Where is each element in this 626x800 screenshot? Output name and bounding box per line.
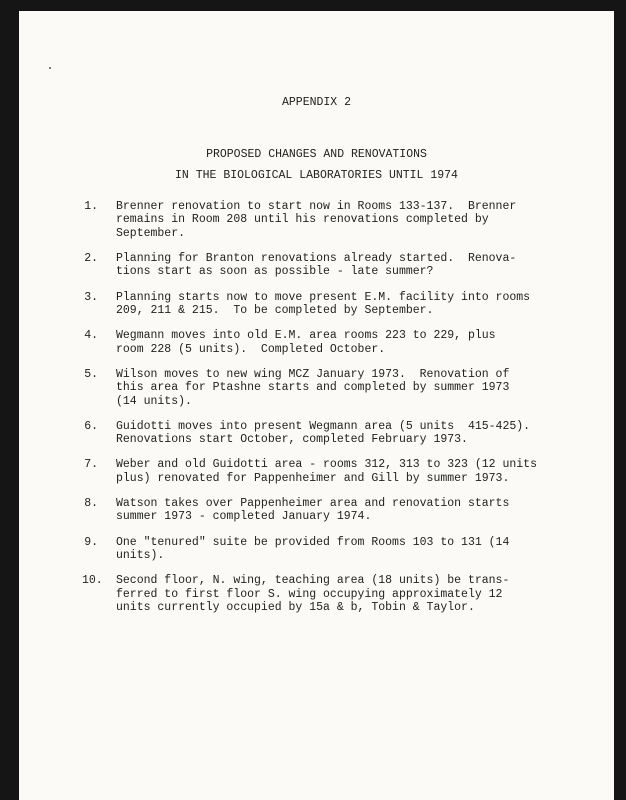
renovation-list [82, 200, 552, 626]
item-text-line: units currently occupied by 15a & b, Tobin & Taylor. [116, 601, 475, 615]
item-text-line: Wegmann moves into old E.M. area rooms 223 to 229, plus [116, 329, 496, 343]
item-text-line: remains in Room 208 until his renovations completed by [116, 213, 489, 227]
item-text-line: September. [116, 226, 186, 240]
item-text-line: Renovations start October, completed February 1973. [116, 433, 468, 447]
item-text-line: room 228 (5 units). Completed October. [116, 342, 386, 356]
list-item [82, 252, 552, 279]
item-text-line: units). [116, 549, 165, 563]
item-number: 3. [84, 290, 98, 304]
item-text-line: this area for Ptashne starts and completed by summer 1973 [116, 381, 510, 395]
list-item [82, 420, 552, 447]
item-text-line: Wilson moves to new wing MCZ January 1973. Renovation of [116, 367, 510, 381]
item-text-line: Planning for Branton renovations already started. Renova- [116, 252, 517, 266]
list-item [82, 458, 552, 485]
item-text-line: Guidotti moves into present Wegmann area (5 units 415-425). [116, 419, 531, 433]
list-item [82, 497, 552, 524]
item-number: 1. [84, 200, 98, 213]
item-text-line: Weber and old Guidotti area - rooms 312, 313 to 323 (12 units [116, 458, 537, 472]
title-line-1: PROPOSED CHANGES AND RENOVATIONS [206, 148, 427, 161]
item-text [116, 252, 516, 279]
list-item [82, 291, 552, 318]
item-number: 2. [84, 252, 98, 266]
item-text [116, 574, 509, 614]
list-item [82, 200, 552, 240]
item-text [116, 368, 509, 408]
item-text [116, 420, 530, 447]
item-text [116, 458, 537, 485]
item-text [116, 291, 530, 318]
item-number: 9. [84, 535, 98, 549]
item-text-line: (14 units). [116, 394, 192, 408]
item-text [116, 200, 516, 240]
item-number: 4. [84, 329, 98, 343]
item-text-line: Brenner renovation to start now in Rooms 133-137. Brenner [116, 200, 517, 213]
document-title [19, 144, 614, 186]
item-number: 7. [84, 458, 98, 472]
item-text-line: summer 1973 - completed January 1974. [116, 510, 372, 524]
item-text-line: 209, 211 & 215. To be completed by September. [116, 304, 434, 318]
list-item [82, 329, 552, 356]
item-text [116, 329, 496, 356]
appendix-heading: APPENDIX 2 [281, 96, 351, 109]
item-text-line: Planning starts now to move present E.M. facility into rooms [116, 290, 531, 304]
item-number: 8. [84, 497, 98, 511]
item-text-line: Second floor, N. wing, teaching area (18 units) be trans- [116, 574, 510, 588]
item-number: 5. [84, 367, 98, 381]
title-line-2: IN THE BIOLOGICAL LABORATORIES UNTIL 1974 [175, 169, 458, 182]
item-number: 10. [82, 574, 103, 588]
item-text [116, 497, 509, 524]
document-page [19, 11, 614, 800]
item-text-line: plus) renovated for Pappenheimer and Gill by summer 1973. [116, 471, 510, 485]
item-text-line: ferred to first floor S. wing occupying approximately 12 [116, 587, 503, 601]
item-text [116, 536, 509, 563]
item-number: 6. [84, 419, 98, 433]
item-text-line: Watson takes over Pappenheimer area and renovation starts [116, 497, 510, 511]
list-item [82, 536, 552, 563]
paper-speck [49, 67, 51, 69]
list-item [82, 574, 552, 614]
list-item [82, 368, 552, 408]
item-text-line: One "tenured" suite be provided from Rooms 103 to 131 (14 [116, 535, 510, 549]
item-text-line: tions start as soon as possible - late summer? [116, 265, 434, 279]
